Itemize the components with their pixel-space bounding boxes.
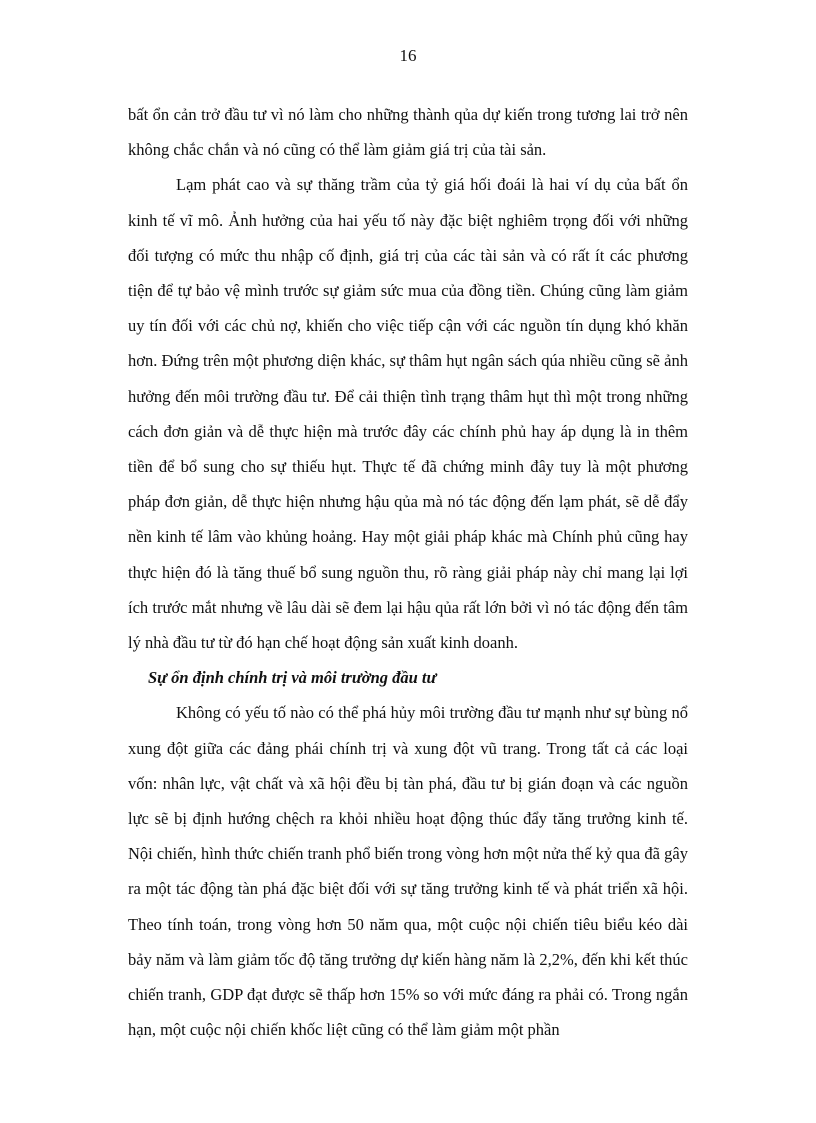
page-number: 16 xyxy=(399,46,417,65)
page-body xyxy=(128,97,688,1047)
paragraph-macro-instability: Lạm phát cao và sự thăng trầm của tỷ giá hối đoái là hai ví dụ của bất ổn kinh tế vĩ mô. Ảnh hưởng của hai yếu tố này đặc biệt nghiêm trọng đối với những đối tượng có mức thu nhập cố định, giá trị của các tài sản và có rất ít các phương tiện để tự bảo vệ mình trước sự giảm sức mua của đồng tiền. Chúng cũng làm giảm uy tín đối với các chủ nợ, khiến cho việc tiếp cận với các nguồn tín dụng khó khăn hơn. Đứng trên một phương diện khác, sự thâm hụt ngân sách qúa nhiều cũng sẽ ảnh hưởng đến môi trường đầu tư. Để cải thiện tình trạng thâm hụt thì một trong những cách đơn giản và dễ thực hiện mà trước đây các chính phủ hay áp dụng là in thêm tiền để bổ sung cho sự thiếu hụt. Thực tế đã chứng minh đây tuy là một phương pháp đơn giản, dễ thực hiện nhưng hậu qủa mà nó tác động đến lạm phát, sẽ dễ đẩy nền kinh tế lâm vào khủng hoảng. Hay một giải pháp khác mà Chính phủ cũng hay thực hiện đó là tăng thuế bổ sung nguồn thu, rõ ràng giải pháp này chỉ mang lại lợi ích trước mắt nhưng về lâu dài sẽ đem lại hậu qủa rất lớn bởi vì nó tác động đến tâm lý nhà đầu tư từ đó hạn chế hoạt động sản xuất kinh doanh. xyxy=(128,175,688,653)
section-heading: Sự ổn định chính trị và môi trường đầu tư xyxy=(148,668,437,688)
paragraph-continuation: bất ổn cản trở đầu tư vì nó làm cho những thành qủa dự kiến trong tương lai trở nên không chắc chắn và nó cũng có thể làm giảm giá trị của tài sản. xyxy=(128,105,688,160)
paragraph-political-stability: Không có yếu tố nào có thể phá hủy môi trường đầu tư mạnh như sự bùng nổ xung đột giữa các đảng phái chính trị và xung đột vũ trang. Trong tất cả các loại vốn: nhân lực, vật chất và xã hội đều bị tàn phá, đầu tư bị gián đoạn và các nguồn lực sẽ bị định hướng chệch ra khỏi nhiều hoạt động thúc đẩy tăng trưởng kinh tế. Nội chiến, hình thức chiến tranh phổ biến trong vòng hơn một nửa thế kỷ qua đã gây ra một tác động tàn phá đặc biệt đối với sự tăng trưởng kinh tế và phát triển xã hội. Theo tính toán, trong vòng hơn 50 năm qua, một cuộc nội chiến tiêu biểu kéo dài bảy năm và làm giảm tốc độ tăng trưởng dự kiến hàng năm là 2,2%, đến khi kết thúc chiến tranh, GDP đạt được sẽ thấp hơn 15% so với mức đáng ra phải có. Trong ngắn hạn, một cuộc nội chiến khốc liệt cũng có thể làm giảm một phần xyxy=(128,703,688,1040)
